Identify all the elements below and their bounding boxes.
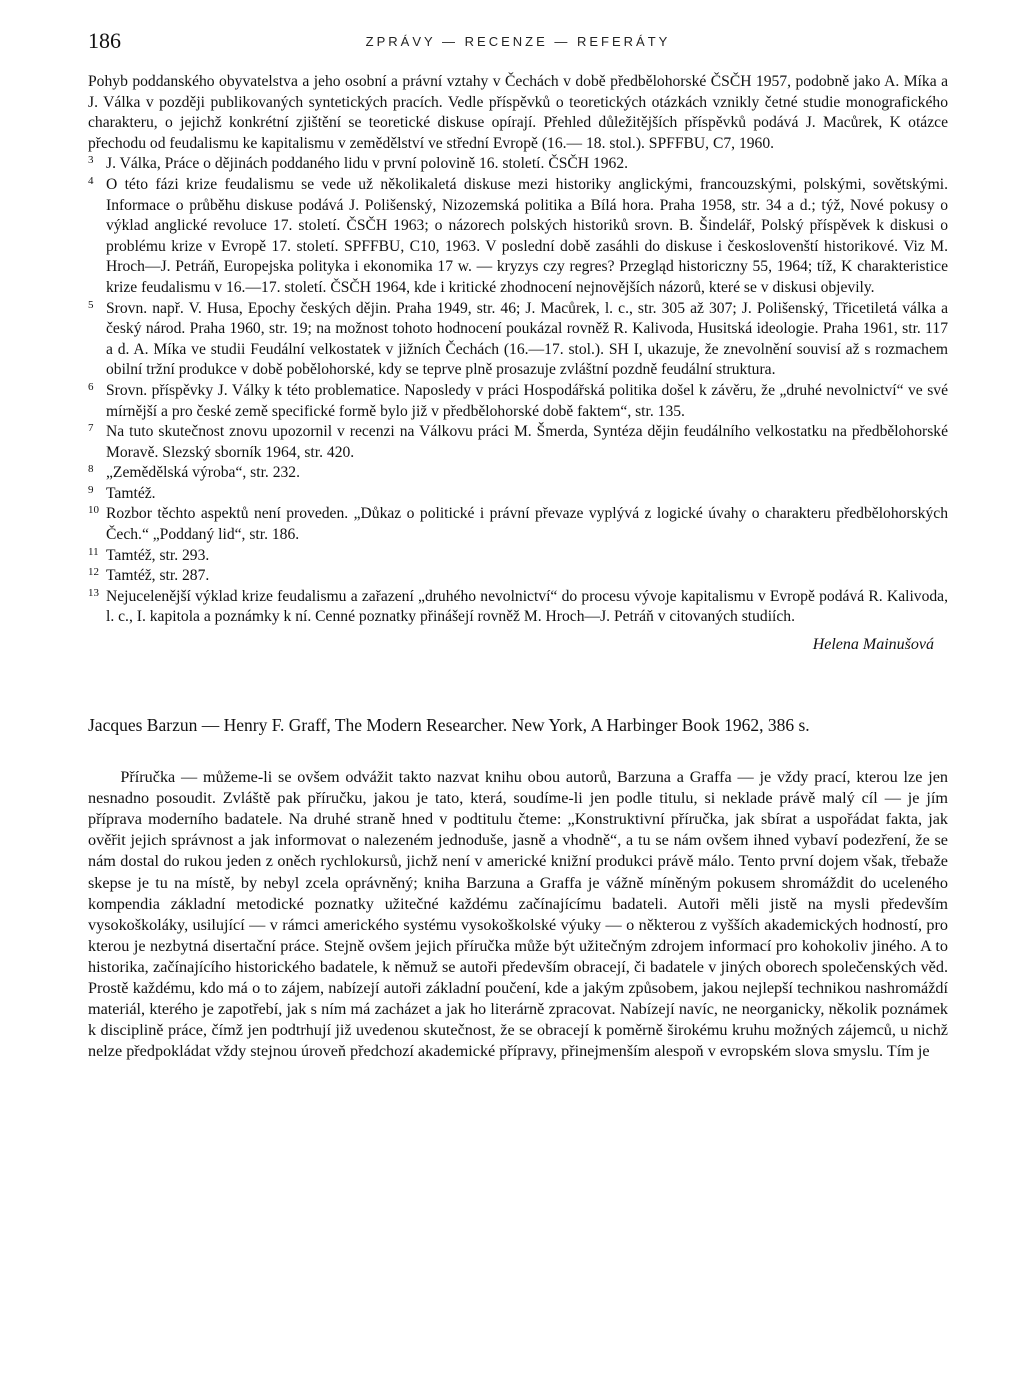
footnote-number: 11 [88,545,99,558]
footnote: 12 Tamtéž, str. 287. [88,566,948,587]
footnote-number: 3 [88,154,94,167]
footnote-number: 12 [88,566,99,579]
review-heading: Jacques Barzun — Henry F. Graff, The Modern Researcher. New York, A Harbinger Book 1962, 386 s. [88,715,810,736]
footnote: 9 Tamtéž. [88,484,948,505]
footnote: 10 Rozbor těchto aspektů není proveden. „Důkaz o politické i právní převaze vyplývá z logické úvahy o charakteru předbělohorských Čech.“ „Poddaný lid“, str. 186. [88,504,948,545]
footnote: 7 Na tuto skutečnost znovu upozornil v recenzi na Válkovu práci M. Šmerda, Syntéza dějin feudálního velkostatku na předbělohorské Moravě. Slezský sborník 1964, str. 420. [88,422,948,463]
footnote: 6 Srovn. příspěvky J. Války k této problematice. Naposledy v práci Hospodářská politika došel k závěru, že „druhé nevolnictví“ ve své mírnější a pro české země specifické formě bylo již v předbělohorské době faktem“, str. 135. [88,381,948,422]
running-head: ZPRÁVY — RECENZE — REFERÁTY [365,34,671,49]
footnote-number: 9 [88,483,94,496]
footnote: 3 J. Válka, Práce o dějinách poddaného lidu v první polovině 16. století. ČSČH 1962. [88,154,948,175]
footnote-number: 8 [88,463,94,476]
footnote: 11 Tamtéž, str. 293. [88,546,948,567]
footnote-number: 7 [88,422,94,435]
page [88,28,948,1062]
footnote-number: 5 [88,298,94,311]
page-number: 186 [88,28,121,53]
footnote-number: 4 [88,174,94,187]
footnote-continuation: Pohyb poddanského obyvatelstva a jeho osobní a právní vztahy v Čechách v době předbělohorské ČSČH 1957, podobně jako A. Míka a J. Válka v později publikovaných syntetických pracích. Vedle příspěvků o teoretických otázkách vznikly četné studie monografického charakteru, o jejichž konkrétní zjištění se teoretické diskuse opírají. Přehled důležitějších příspěvků podává J. Macůrek, K otázce přechodu od feudalismu ke kapitalismu v zemědělství ve střední Evropě (16.— 18. stol.). SPFFBU, C7, 1960. [88,73,948,152]
author-signature: Helena Mainušová [812,636,934,654]
review-body: Příručka — můžeme-li se ovšem odvážit takto nazvat knihu obou autorů, Barzuna a Graffa — je vždy prací, kterou lze jen nesnadno posoudit. Zvláště pak příručku, jakou je tato, která, soudíme-li jen podle titulu, si neklade právě malý cíl — je jím příprava moderního badatele. Na druhé straně hned v podtitulu čteme: „Konstruktivní příručka, jak sbírat a uspořádat fakta, jak ověřit jejich správnost a jak informovat o nalezeném jednoduše, jasně a vhodně“, a tu se nám ovšem ihned vybaví podezření, že se nám dostal do rukou jeden z oněch rychlokursů, jichž není v americké knižní produkci právě málo. Tento první dojem však, třebaže skepse je tu na místě, by nebyl zcela oprávněný; kniha Barzuna a Graffa je vážně míněným pokusem shromáždit do uceleného kompendia základní metodické poznatky užitečné každému začínajícímu badateli. Autoři měli jistě na mysli především vysokoškoláky, usilující — v rámci amerického systému vysokoškolské výuky — o některou z vyšších akademických hodností, pro kterou je nezbytná disertační práce. Stejně ovšem jejich příručka může být užitečným zdrojem informací pro kohokoliv jiného. A to historika, začínajícího historického badatele, k němuž se autoři především obracejí, či badatele v jiných oborech společenských věd. Prostě každému, kdo má o to zájem, nabízejí autoři základní poučení, kde a jakým způsobem, jakou nejlepší technikou nashromáždí materiál, kterého je zapotřebí, jak s ním má zacházet a jak ho literárně zpracovat. Nabízejí navíc, ne neorganicky, několik poznámek k disciplině práce, čímž jen podtrhují již uvedenou skutečnost, že se obracejí k poměrně širokému kruhu možných zájemců, u nichž nelze předpokládat vždy stejnou úroveň předchozí akademické přípravy, přinejmenším alespoň v evropském slova smyslu. Tím je [88,768,948,1061]
footnotes [88,72,948,628]
footnote-number: 13 [88,586,99,599]
footnote: 13 Nejucelenější výklad krize feudalismu a zařazení „druhého nevolnictví“ do procesu vývoje kapitalismu v Evropě podává R. Kalivoda, l. c., I. kapitola a poznámky k ní. Cenné poznatky přinášejí rovněž M. Hroch—J. Petráň v citovaných studiích. [88,587,948,628]
footnote: 8 „Zemědělská výroba“, str. 232. [88,463,948,484]
page-header [88,28,948,72]
footnote: 4 O této fázi krize feudalismu se vede už několikaletá diskuse mezi historiky anglickými, francouzskými, polskými, sovětskými. Informace o průběhu diskuse podává J. Polišenský, Nizozemská politika a Bílá hora. Praha 1958, str. 34 a d.; týž, Nové pokusy o výklad anglické revoluce 17. století. ČSČH 1963; o názorech polských historiků srovn. B. Šindelář, Polský příspěvek k diskusi o problému krize v Evropě 17. století. SPFFBU, C10, 1963. V poslední době zasáhli do diskuse i českoslovenští historikové. Viz M. Hroch—J. Petráň, Europejska polityka i ekonomika 17 w. — kryzys czy regres? Przegląd historiczny 55, 1964; tíž, K charakteristice krize feudalismu v 16.—17. století. ČSČH 1964, kde i kritické zhodnocení nejnovějších názorů, které se v diskusi objevily. [88,175,948,299]
footnote-number: 10 [88,504,99,517]
footnote-number: 6 [88,380,94,393]
footnote: 5 Srovn. např. V. Husa, Epochy českých dějin. Praha 1949, str. 46; J. Macůrek, l. c., str. 305 až 307; J. Polišenský, Třicetiletá válka a český národ. Praha 1960, str. 19; na možnost tohoto hodnocení poukázal rovněž R. Kalivoda, Husitská ideologie. Praha 1961, str. 117 a d. A. Míka ve studii Feudální velkostatek v jižních Čechách (16.—17. stol.). SH I, ukazuje, že znevolnění souvisí až s rozmachem obilní tržní produkce v době pobělohorské, kdy se teprve plně prosazuje zvláštní pozdně feudální struktura. [88,299,948,381]
